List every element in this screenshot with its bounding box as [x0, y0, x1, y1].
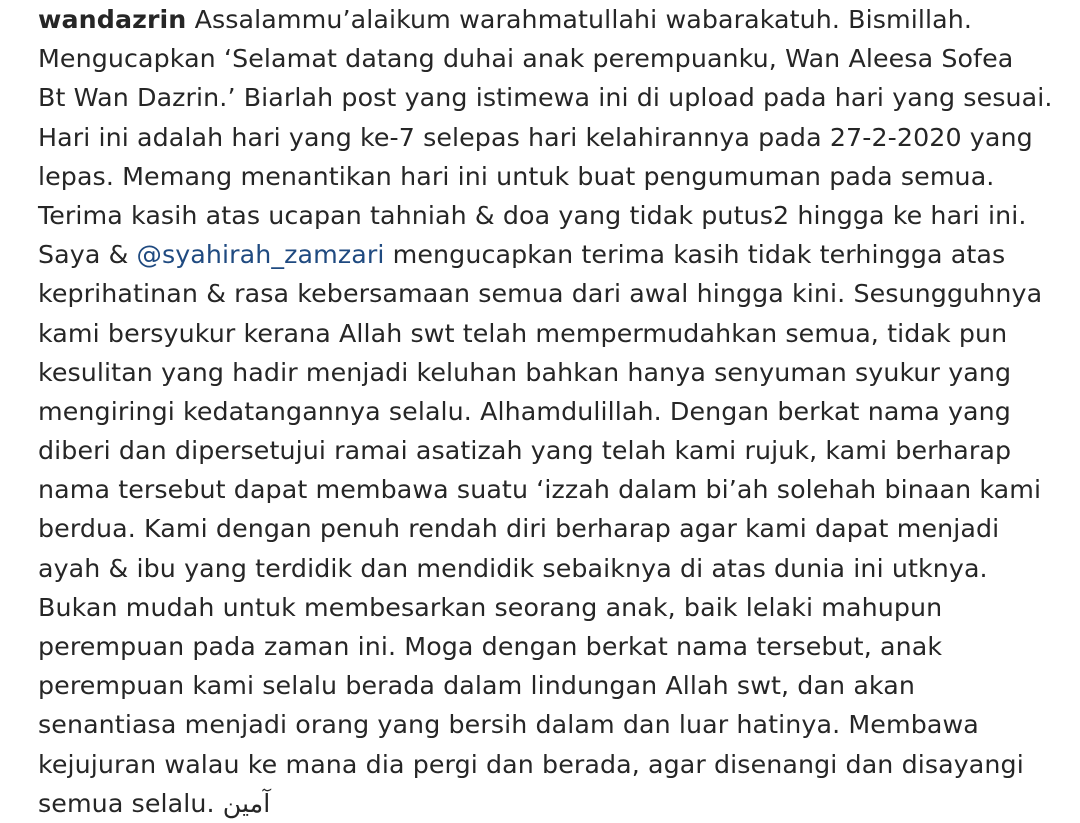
caption-line	[38, 784, 1068, 823]
caption-line: Mengucapkan ‘Selamat datang duhai anak perempuanku, Wan Aleesa Sofea	[38, 44, 1014, 74]
caption-line: perempuan kami selalu berada dalam lindungan Allah swt, dan akan	[38, 671, 915, 701]
username-link[interactable]: wandazrin	[38, 5, 187, 34]
caption-line: berdua. Kami dengan penuh rendah diri berharap agar kami dapat menjadi	[38, 514, 1000, 544]
caption-line: diberi dan dipersetujui ramai asatizah yang telah kami rujuk, kami berharap	[38, 436, 1012, 466]
mention-link[interactable]: @syahirah_zamzari	[136, 240, 385, 270]
caption-line: Hari ini adalah hari yang ke-7 selepas hari kelahirannya pada 27-2-2020 yang	[38, 122, 1033, 152]
caption-line: perempuan pada zaman ini. Moga dengan berkat nama tersebut, anak	[38, 632, 943, 661]
caption-line: keprihatinan & rasa kebersamaan semua dari awal hingga kini. Sesungguhnya	[38, 279, 1043, 309]
caption-line: mengiringi kedatangannya selalu. Alhamdulillah. Dengan berkat nama yang	[38, 396, 1011, 426]
caption-line	[38, 235, 1068, 274]
caption-text: semua selalu.	[38, 788, 223, 818]
caption-text: Assalammu’alaikum warahmatullahi wabarakatuh. Bismillah.	[186, 5, 973, 34]
caption-line	[38, 0, 1068, 39]
caption-line: senantiasa menjadi orang yang bersih dalam dan luar hatinya. Membawa	[38, 710, 979, 740]
caption-line: nama tersebut dapat membawa suatu ‘izzah dalam bi’ah solehah binaan kami	[38, 475, 1042, 505]
arabic-text: آمين	[222, 788, 271, 818]
caption-line: kesulitan yang hadir menjadi keluhan bahkan hanya senyuman syukur yang	[38, 357, 1012, 387]
caption-line: kami bersyukur kerana Allah swt telah mempermudahkan semua, tidak pun	[38, 318, 1008, 348]
caption-text: Saya &	[38, 240, 137, 270]
caption-line: ayah & ibu yang terdidik dan mendidik sebaiknya di atas dunia ini utknya.	[38, 553, 988, 583]
caption-text: mengucapkan terima kasih tidak terhingga atas	[384, 240, 1006, 270]
caption-line: Terima kasih atas ucapan tahniah & doa yang tidak putus2 hingga ke hari ini.	[38, 200, 1027, 230]
caption-line: Bukan mudah untuk membesarkan seorang anak, baik lelaki mahupun	[38, 592, 943, 622]
caption-line: lepas. Memang menantikan hari ini untuk buat pengumuman pada semua.	[38, 161, 995, 191]
caption-line: Bt Wan Dazrin.’ Biarlah post yang istimewa ini di upload pada hari yang sesuai.	[38, 83, 1053, 113]
post-caption	[38, 0, 1068, 823]
caption-line: kejujuran walau ke mana dia pergi dan berada, agar disenangi dan disayangi	[38, 749, 1024, 779]
